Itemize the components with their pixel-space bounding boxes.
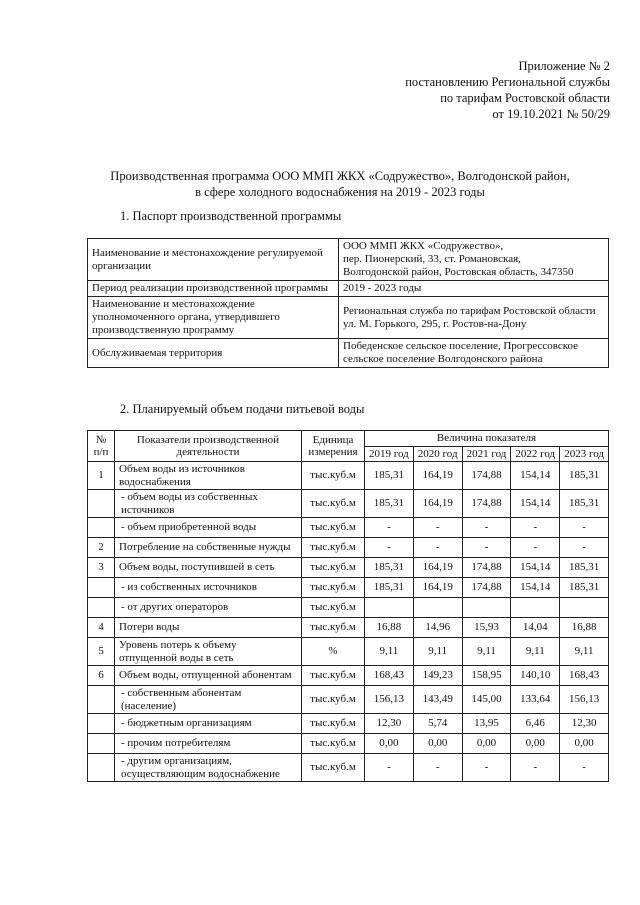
row-number bbox=[88, 686, 115, 714]
header-value-group: Величина показателя bbox=[365, 431, 609, 447]
value-cell: 164,19 bbox=[413, 490, 462, 518]
value-cell: 168,43 bbox=[560, 666, 609, 686]
table-row bbox=[88, 462, 609, 490]
passport-value-line: Победенское сельское поселение, Прогрессовское сельское поселение Волгодонского района bbox=[343, 340, 579, 365]
indicator-name: Объем воды из источников водоснабжения bbox=[115, 462, 302, 490]
value-cell: - bbox=[462, 518, 511, 538]
indicator-name: Потери воды bbox=[115, 618, 302, 638]
value-cell: 6,46 bbox=[511, 714, 560, 734]
value-cell: 0,00 bbox=[413, 734, 462, 754]
passport-row bbox=[88, 281, 609, 297]
value-cell: - bbox=[365, 518, 414, 538]
indicator-name: - объем приобретенной воды bbox=[115, 518, 302, 538]
document-title-line: Производственная программа ООО ММП ЖКХ «Содружество», Волгодонской район, bbox=[110, 169, 570, 183]
table-row bbox=[88, 490, 609, 518]
row-number bbox=[88, 734, 115, 754]
header-year: 2021 год bbox=[462, 446, 511, 462]
value-cell bbox=[365, 598, 414, 618]
unit-cell: тыс.куб.м bbox=[302, 578, 365, 598]
value-cell: 154,14 bbox=[511, 462, 560, 490]
indicator-name: - объем воды из собственных источников bbox=[115, 490, 302, 518]
row-number bbox=[88, 598, 115, 618]
passport-label: Обслуживаемая территория bbox=[88, 339, 339, 368]
appendix-block bbox=[350, 58, 610, 122]
value-cell: - bbox=[560, 754, 609, 782]
appendix-line: от 19.10.2021 № 50/29 bbox=[492, 107, 610, 121]
row-number bbox=[88, 518, 115, 538]
value-cell: 174,88 bbox=[462, 462, 511, 490]
table-row bbox=[88, 638, 609, 666]
value-cell: 9,11 bbox=[365, 638, 414, 666]
value-cell: - bbox=[511, 754, 560, 782]
unit-cell: тыс.куб.м bbox=[302, 734, 365, 754]
unit-cell: тыс.куб.м bbox=[302, 666, 365, 686]
header-year: 2022 год bbox=[511, 446, 560, 462]
unit-cell: тыс.куб.м bbox=[302, 462, 365, 490]
row-number: 1 bbox=[88, 462, 115, 490]
row-number: 6 bbox=[88, 666, 115, 686]
value-cell: 145,00 bbox=[462, 686, 511, 714]
value-cell: 16,88 bbox=[365, 618, 414, 638]
table-row bbox=[88, 618, 609, 638]
header-num: № п/п bbox=[88, 431, 115, 462]
table-row bbox=[88, 598, 609, 618]
passport-value-line: Региональная служба по тарифам Ростовской области bbox=[343, 304, 596, 317]
value-cell: 156,13 bbox=[365, 686, 414, 714]
indicator-name: Уровень потерь к объему отпущенной воды в сеть bbox=[115, 638, 302, 666]
table-row bbox=[88, 538, 609, 558]
value-cell: 9,11 bbox=[413, 638, 462, 666]
value-cell bbox=[511, 598, 560, 618]
value-cell: 185,31 bbox=[560, 462, 609, 490]
unit-cell: тыс.куб.м bbox=[302, 490, 365, 518]
value-cell: 168,43 bbox=[365, 666, 414, 686]
indicator-name: Объем воды, отпущенной абонентам bbox=[115, 666, 302, 686]
row-number: 5 bbox=[88, 638, 115, 666]
value-cell bbox=[560, 598, 609, 618]
value-cell: 185,31 bbox=[365, 490, 414, 518]
passport-row bbox=[88, 239, 609, 281]
volumes-table bbox=[87, 430, 609, 782]
row-number: 2 bbox=[88, 538, 115, 558]
unit-cell: тыс.куб.м bbox=[302, 538, 365, 558]
value-cell: 185,31 bbox=[365, 578, 414, 598]
value-cell: 185,31 bbox=[560, 490, 609, 518]
value-cell: 5,74 bbox=[413, 714, 462, 734]
indicator-name: - другим организациям, осуществляющим водоснабжение bbox=[115, 754, 302, 782]
passport-label: Наименование и местонахождение уполномоченного органа, утвердившего производственную программу bbox=[88, 297, 339, 339]
value-cell: - bbox=[365, 538, 414, 558]
value-cell: 9,11 bbox=[462, 638, 511, 666]
value-cell: 0,00 bbox=[462, 734, 511, 754]
header-unit: Единица измерения bbox=[302, 431, 365, 462]
indicator-name: Объем воды, поступившей в сеть bbox=[115, 558, 302, 578]
value-cell: 133,64 bbox=[511, 686, 560, 714]
value-cell: 174,88 bbox=[462, 578, 511, 598]
value-cell: 185,31 bbox=[365, 462, 414, 490]
passport-value-line: ул. М. Горького, 295, г. Ростов-на-Дону bbox=[343, 317, 527, 330]
value-cell: 154,14 bbox=[511, 490, 560, 518]
header-indicator: Показатели производственной деятельности bbox=[115, 431, 302, 462]
row-number: 4 bbox=[88, 618, 115, 638]
value-cell: 149,23 bbox=[413, 666, 462, 686]
unit-cell: тыс.куб.м bbox=[302, 754, 365, 782]
appendix-line: по тарифам Ростовской области bbox=[440, 91, 610, 105]
value-cell: 0,00 bbox=[511, 734, 560, 754]
value-cell: 158,95 bbox=[462, 666, 511, 686]
passport-table bbox=[87, 238, 609, 368]
value-cell: 185,31 bbox=[560, 558, 609, 578]
value-cell: - bbox=[560, 538, 609, 558]
value-cell: - bbox=[462, 754, 511, 782]
value-cell: 9,11 bbox=[511, 638, 560, 666]
appendix-line: постановлению Региональной службы bbox=[405, 75, 610, 89]
document-title-line: в сфере холодного водоснабжения на 2019 - 2023 годы bbox=[195, 185, 485, 199]
value-cell: 143,49 bbox=[413, 686, 462, 714]
indicator-name: - бюджетным организациям bbox=[115, 714, 302, 734]
passport-row bbox=[88, 297, 609, 339]
unit-cell: % bbox=[302, 638, 365, 666]
value-cell: 164,19 bbox=[413, 578, 462, 598]
value-cell: - bbox=[560, 518, 609, 538]
value-cell: 154,14 bbox=[511, 558, 560, 578]
value-cell: 140,10 bbox=[511, 666, 560, 686]
value-cell: 15,93 bbox=[462, 618, 511, 638]
unit-cell: тыс.куб.м bbox=[302, 518, 365, 538]
value-cell: 174,88 bbox=[462, 558, 511, 578]
passport-value-line: ООО ММП ЖКХ «Содружество», bbox=[343, 240, 504, 252]
value-cell: 14,04 bbox=[511, 618, 560, 638]
passport-value bbox=[339, 297, 609, 339]
table-row bbox=[88, 754, 609, 782]
value-cell: 12,30 bbox=[365, 714, 414, 734]
value-cell: 154,14 bbox=[511, 578, 560, 598]
table-row bbox=[88, 578, 609, 598]
table-row bbox=[88, 686, 609, 714]
unit-cell: тыс.куб.м bbox=[302, 558, 365, 578]
value-cell: 185,31 bbox=[365, 558, 414, 578]
value-cell: - bbox=[413, 754, 462, 782]
indicator-name: - собственным абонентам (население) bbox=[115, 686, 302, 714]
passport-label: Наименование и местонахождение регулируемой организации bbox=[88, 239, 339, 281]
header-year: 2019 год bbox=[365, 446, 414, 462]
value-cell bbox=[462, 598, 511, 618]
row-number bbox=[88, 490, 115, 518]
indicator-name: - прочим потребителям bbox=[115, 734, 302, 754]
value-cell: 156,13 bbox=[560, 686, 609, 714]
value-cell: - bbox=[413, 538, 462, 558]
section-heading-volumes: 2. Планируемый объем подачи питьевой воды bbox=[120, 402, 365, 416]
value-cell: 164,19 bbox=[413, 462, 462, 490]
value-cell: 164,19 bbox=[413, 558, 462, 578]
value-cell: - bbox=[462, 538, 511, 558]
value-cell bbox=[413, 598, 462, 618]
passport-value-line: 2019 - 2023 годы bbox=[343, 282, 422, 294]
row-number bbox=[88, 714, 115, 734]
table-row bbox=[88, 714, 609, 734]
indicator-name: - из собственных источников bbox=[115, 578, 302, 598]
value-cell: 16,88 bbox=[560, 618, 609, 638]
table-row bbox=[88, 666, 609, 686]
value-cell: 9,11 bbox=[560, 638, 609, 666]
value-cell: 174,88 bbox=[462, 490, 511, 518]
header-year: 2020 год bbox=[413, 446, 462, 462]
passport-value-line: Волгодонской район, Ростовская область, 347350 bbox=[343, 266, 574, 278]
value-cell: - bbox=[511, 518, 560, 538]
table-row bbox=[88, 558, 609, 578]
section-heading-passport: 1. Паспорт производственной программы bbox=[120, 209, 342, 223]
unit-cell: тыс.куб.м bbox=[302, 618, 365, 638]
table-row bbox=[88, 734, 609, 754]
appendix-line: Приложение № 2 bbox=[518, 59, 610, 73]
value-cell: 0,00 bbox=[365, 734, 414, 754]
indicator-name: Потребление на собственные нужды bbox=[115, 538, 302, 558]
value-cell: 14,96 bbox=[413, 618, 462, 638]
value-cell: - bbox=[511, 538, 560, 558]
value-cell: 0,00 bbox=[560, 734, 609, 754]
value-cell: - bbox=[413, 518, 462, 538]
value-cell: 12,30 bbox=[560, 714, 609, 734]
passport-label: Период реализации производственной программы bbox=[88, 281, 339, 297]
row-number bbox=[88, 578, 115, 598]
passport-value bbox=[339, 239, 609, 281]
passport-value bbox=[339, 339, 609, 368]
row-number bbox=[88, 754, 115, 782]
table-row bbox=[88, 518, 609, 538]
passport-value bbox=[339, 281, 609, 297]
unit-cell: тыс.куб.м bbox=[302, 714, 365, 734]
unit-cell: тыс.куб.м bbox=[302, 686, 365, 714]
document-title bbox=[60, 168, 620, 200]
passport-value-line: пер. Пионерский, 33, ст. Романовская, bbox=[343, 253, 521, 265]
value-cell: - bbox=[365, 754, 414, 782]
value-cell: 185,31 bbox=[560, 578, 609, 598]
row-number: 3 bbox=[88, 558, 115, 578]
value-cell: 13,95 bbox=[462, 714, 511, 734]
indicator-name: - от других операторов bbox=[115, 598, 302, 618]
header-year: 2023 год bbox=[560, 446, 609, 462]
passport-row bbox=[88, 339, 609, 368]
unit-cell: тыс.куб.м bbox=[302, 598, 365, 618]
